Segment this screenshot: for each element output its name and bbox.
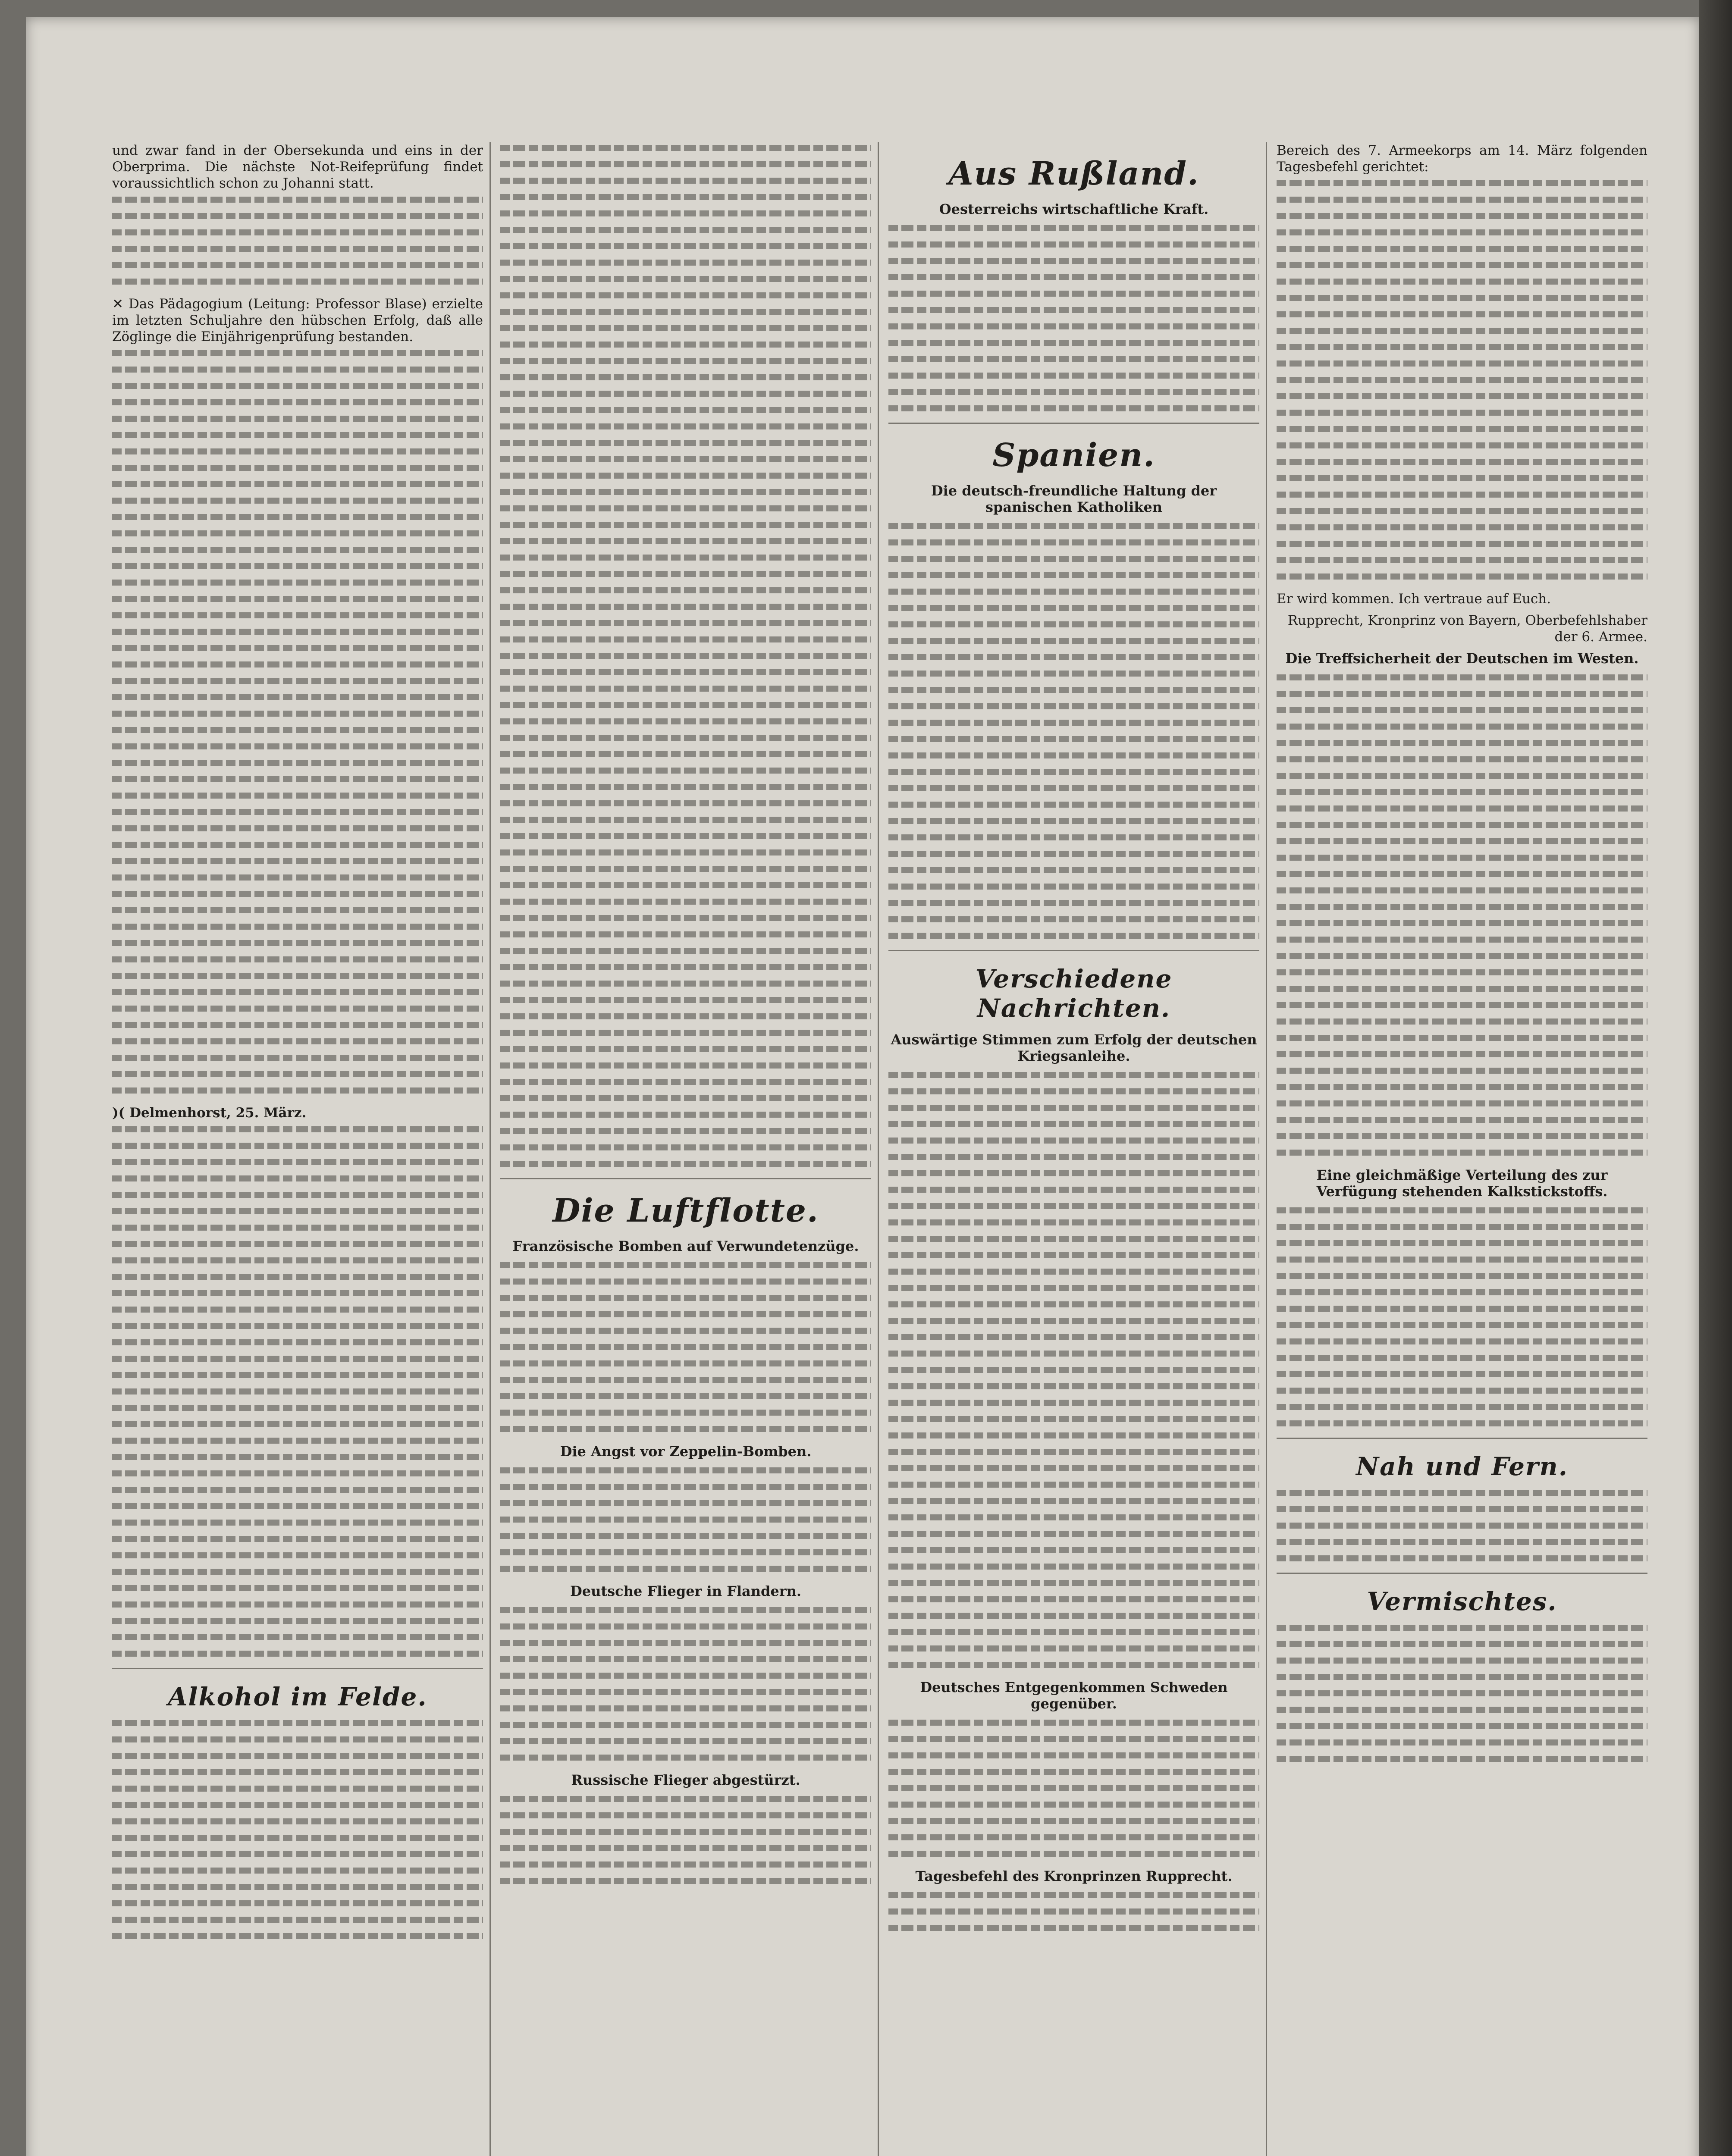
section-divider — [1277, 1438, 1647, 1439]
subheading: Russische Flieger abgestürzt. — [571, 1772, 800, 1788]
subheading: Oesterreichs wirtschaftliche Kraft. — [939, 201, 1209, 217]
subheading: Die deutsch-freundliche Haltung der spanischen Katholiken — [931, 483, 1217, 515]
section-divider — [1277, 1573, 1647, 1574]
section-divider — [112, 1668, 483, 1669]
section-heading: Nah und Fern. — [1356, 1452, 1568, 1481]
section-heading: Die Luftflotte. — [552, 1192, 819, 1229]
body-text — [112, 1720, 483, 1939]
body-text — [1277, 674, 1647, 1156]
section-heading: Spanien. — [992, 437, 1155, 474]
body-text — [888, 1072, 1259, 1668]
column-1 — [112, 142, 483, 2156]
body-text — [888, 1892, 1259, 1931]
body-text — [1277, 1207, 1647, 1426]
subheading: Die Treffsicherheit der Deutschen im Westen. — [1285, 650, 1639, 667]
body-text — [888, 1720, 1259, 1857]
body-text — [500, 1607, 871, 1761]
subheading: Eine gleichmäßige Verteilung des zur Verfügung stehenden Kalkstickstoffs. — [1316, 1167, 1608, 1200]
subheading: Auswärtige Stimmen zum Erfolg der deutschen Kriegsanleihe. — [891, 1031, 1257, 1064]
column-2 — [500, 142, 871, 2156]
paragraph: ✕ Das Pädagogium (Leitung: Professor Blase) erzielte im letzten Schuljahre den hübschen Erfolg, daß alle Zöglinge die Einjährigenprüfung bestanden. — [112, 296, 483, 345]
body-text — [1277, 1625, 1647, 1762]
body-text — [1277, 180, 1647, 580]
section-divider — [888, 950, 1259, 951]
body-text — [500, 1467, 871, 1572]
section-divider — [888, 423, 1259, 424]
body-text — [500, 1796, 871, 1884]
section-divider — [500, 1178, 871, 1179]
subheading: Deutsches Entgegenkommen Schweden gegenüber. — [920, 1679, 1228, 1712]
paragraph: Er wird kommen. Ich vertraue auf Euch. — [1277, 591, 1551, 607]
subheading: Die Angst vor Zeppelin-Bomben. — [560, 1443, 812, 1460]
body-text — [888, 523, 1259, 939]
section-heading: Aus Rußland. — [948, 155, 1199, 192]
body-text — [112, 197, 483, 285]
subheading: Deutsche Flieger in Flandern. — [570, 1583, 801, 1599]
subheading: Französische Bomben auf Verwundetenzüge. — [512, 1238, 859, 1254]
body-text — [1277, 1490, 1647, 1561]
body-text — [888, 225, 1259, 411]
body-text — [112, 1126, 483, 1657]
paragraph: und zwar fand in der Obersekunda und eins in der Oberprima. Die nächste Not-Reifeprüfung findet voraussichtlich schon zu Johanni statt. — [112, 143, 483, 191]
dateline: )( Delmenhorst, 25. März. — [112, 1105, 307, 1121]
section-heading: Vermischtes. — [1367, 1587, 1557, 1616]
section-heading: Verschiedene Nachrichten. — [975, 964, 1173, 1023]
subheading: Tagesbefehl des Kronprinzen Rupprecht. — [915, 1868, 1233, 1884]
body-text — [500, 145, 871, 1167]
column-rule — [1266, 142, 1267, 2156]
body-text — [500, 1262, 871, 1432]
column-rule — [489, 142, 491, 2156]
body-text — [112, 350, 483, 1094]
column-4 — [1277, 142, 1647, 2156]
signature: Rupprecht, Kronprinz von Bayern, Oberbefehlshaber der 6. Armee. — [1287, 613, 1647, 645]
section-heading: Alkohol im Felde. — [168, 1682, 427, 1711]
page-edge — [1699, 0, 1732, 2156]
column-3 — [888, 142, 1259, 2156]
column-rule — [878, 142, 879, 2156]
paragraph: Bereich des 7. Armeekorps am 14. März folgenden Tagesbefehl gerichtet: — [1277, 143, 1647, 175]
